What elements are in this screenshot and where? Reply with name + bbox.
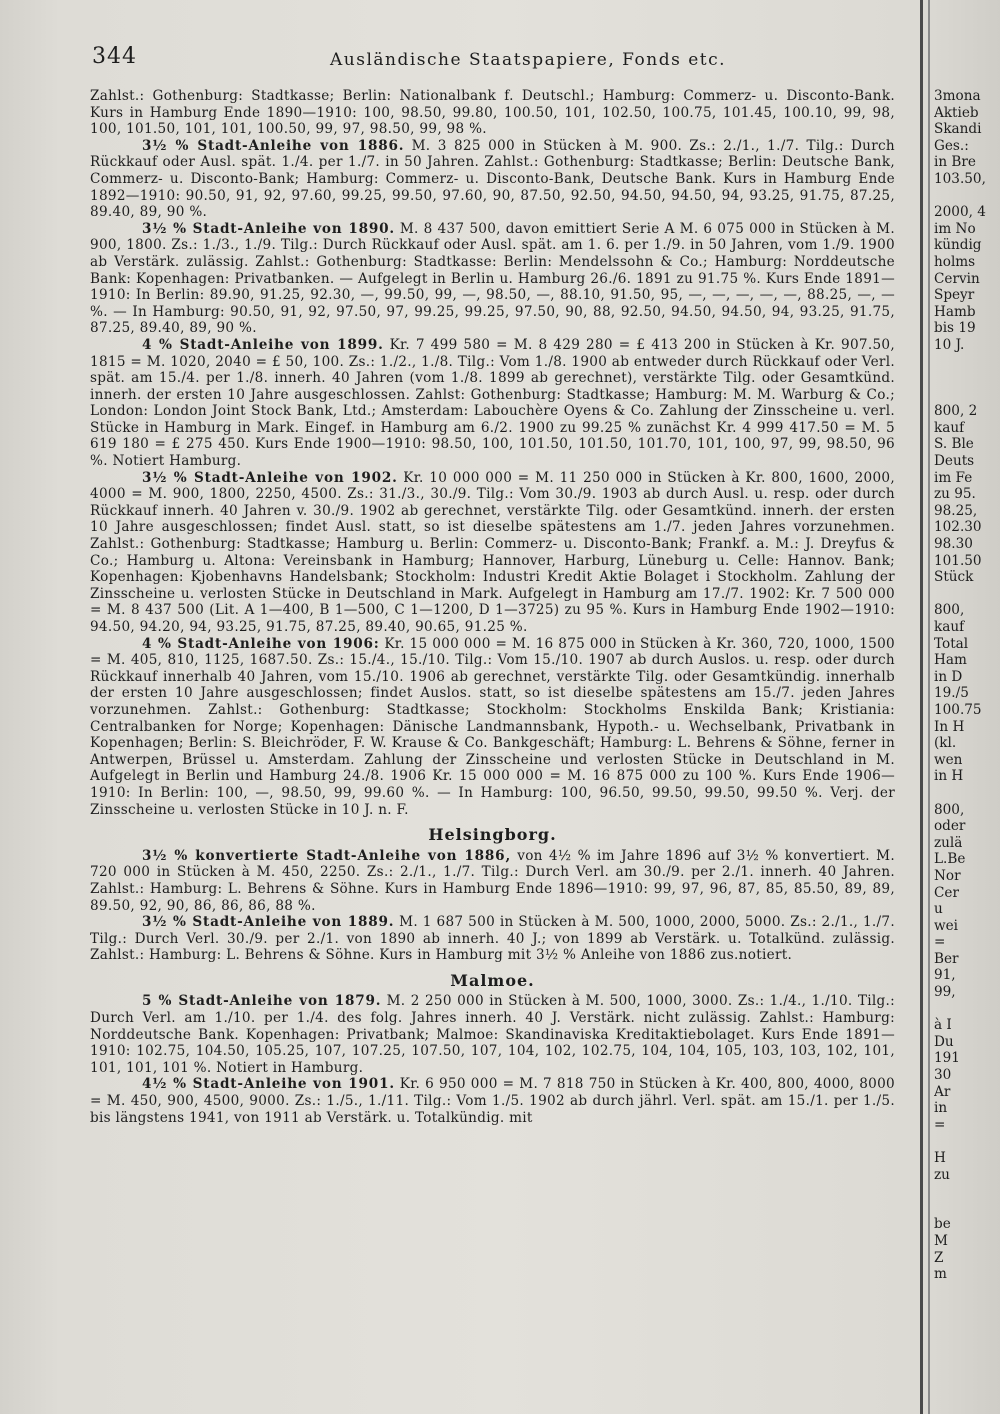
fragment-line (934, 1200, 1000, 1217)
fragment-line: 98.30 (934, 536, 973, 553)
fragment-line: oder (934, 818, 966, 835)
loan-heading: 3½ % Stadt-Anleihe von 1889. (142, 914, 395, 931)
entry-text: Kr. 6 950 000 = M. 7 818 750 in Stücken à Kr. 400, 800, 4000, 8000 = M. 450, 900, 4500, 9000. Zs.: 1./5., 1./11. Tilg.: Vom 1./5. 1902 ab durch jährl. Verl. spät. am 15./1. per 1./5. bis längstens 1941, von 1911 ab Verstärk. u. Totalkündig. mit (90, 1076, 895, 1126)
loan-entry (90, 914, 895, 964)
page-number: 344 (92, 44, 137, 69)
fragment-line: zulä (934, 834, 963, 851)
fragment-line: Deuts (934, 453, 975, 470)
loan-heading: 4½ % Stadt-Anleihe von 1901. (142, 1076, 395, 1093)
binding-fold (920, 0, 923, 1414)
fragment-line: in (934, 1100, 948, 1117)
fragment-line: holms (934, 253, 976, 270)
fragment-line (934, 1001, 1000, 1018)
fragment-line: 98.25, (934, 502, 978, 519)
fragment-line: m (934, 1266, 947, 1283)
fragment-line: bis 19 (934, 320, 976, 337)
entry-text: M. 3 825 000 in Stücken à M. 900. Zs.: 2./1., 1./7. Tilg.: Durch Rückkauf oder Ausl. spät. 1./4. per 1./7. in 50 Jahren. Zahlst.: Gothenburg: Stadtkasse; Berlin: Deutsche Bank, Commerz- u. Disconto-Bank; Hamburg: Commerz- u. Disconto-Bank, Deutsche Bank. Kurs in Hamburg Ende 1892—1910: 90.50, 91, 92, 97.60, 99.25, 99.50, 97.60, 90, 87.50, 92.50, 94.50, 94.50, 94, 93.25, 91.75, 87.25, 89.40, 89, 90 %. (90, 137, 895, 221)
fragment-line: 30 (934, 1067, 952, 1084)
loan-entry (90, 138, 895, 221)
fragment-line: 103.50, (934, 170, 986, 187)
fragment-line: in H (934, 768, 964, 785)
loan-entry (90, 470, 895, 636)
fragment-line: 191 (934, 1050, 960, 1067)
fragment-line: Skandi (934, 121, 982, 138)
fragment-line (934, 188, 1000, 205)
loan-entry (90, 993, 895, 1076)
fragment-line: wei (934, 917, 959, 934)
fragment-line: M (934, 1232, 948, 1249)
loan-entry (90, 221, 895, 337)
fragment-line: Hamb (934, 303, 976, 320)
loan-entry (90, 1076, 895, 1126)
entry-text: von 4½ % im Jahre 1896 auf 3½ % konvertiert. M. 720 000 in Stücken à M. 450, 2250. Zs.: 2./1., 1./7. Tilg.: Durch Verl. am 30./9. per 2./1. innerh. 40 Jahren. Zahlst.: Hamburg: L. Behrens & Söhne. Kurs in Hamburg Ende 1896—1910: 99, 97, 96, 87, 85, 85.50, 89, 89, 89.50, 92, 90, 86, 86, 86, 88 %. (90, 847, 895, 914)
paragraph (90, 88, 895, 138)
fragment-line: kauf (934, 419, 965, 436)
fragment-line: H (934, 1150, 946, 1166)
fragment-line: 3mona (934, 88, 981, 104)
binding-fold-shadow (928, 0, 930, 1414)
fragment-line: 101.50 (934, 552, 982, 569)
fragment-line: 2000, 4 (934, 204, 986, 221)
fragment-line: u (934, 901, 943, 918)
fragment-line: In H (934, 718, 965, 735)
fragment-line: Stück (934, 569, 974, 586)
fragment-line: = (934, 1116, 946, 1133)
entry-text: Zahlst.: Gothenburg: Stadtkasse; Berlin: Nationalbank f. Deutschl.; Hamburg: Commerz- u. Disconto-Bank. Kurs in Hamburg Ende 1890—1910: 100, 98.50, 99.80, 100.50, 101, 102.50, 100.75, 101.45, 100.10, 99, 98, 100, 101.50, 101, 101, 100.50, 99, 97, 98.50, 99, 98 %. (90, 88, 895, 138)
loan-heading: 4 % Stadt-Anleihe von 1899. (142, 336, 384, 353)
fragment-line: 19./5 (934, 685, 969, 702)
fragment-line: im No (934, 220, 976, 237)
entry-text: M. 2 250 000 in Stücken à M. 500, 1000, 3000. Zs.: 1./4., 1./10. Tilg.: Durch Verl. am 1./10. per 1./4. des folg. Jahres innerh. 40 J. Verstärk. nicht zulässig. Zahlst.: Hamburg: Norddeutsche Bank. Kopenhagen: Privatbank; Malmoe: Skandinaviska Kreditaktiebolaget. Kurs Ende 1891—1910: 102.75, 104.50, 105.25, 107, 107.25, 107.50, 107, 104, 102, 102.75, 104, 104, 105, 103, 103, 102, 101, 101, 101, 101 %. Notiert in Hamburg. (90, 993, 896, 1076)
entry-text: M. 1 687 500 in Stücken à M. 500, 1000, 2000, 5000. Zs.: 2./1., 1./7. Tilg.: Durch Verl. 30./9. per 2./1. von 1890 ab innerh. 40 J.; von 1899 ab Verstärk. u. Totalkünd. zulässig. Zahlst.: Hamburg: L. Behrens & Söhne. Kurs in Hamburg mit 3½ % Anleihe von 1886 zus.notiert. (90, 914, 895, 964)
fragment-line: = (934, 934, 946, 951)
loan-heading: 3½ % Stadt-Anleihe von 1886. (142, 137, 405, 154)
fragment-line: 102.30 (934, 519, 982, 536)
entry-text: Kr. 7 499 580 = M. 8 429 280 = £ 413 200 in Stücken à Kr. 907.50, 1815 = M. 1020, 2040 = £ 50, 100. Zs.: 1./2., 1./8. Tilg.: Vom 1./8. 1900 ab entweder durch Rückkauf oder Verl. spät. am 15./4. per 1./8. innerh. 40 Jahren (vom 1./8. 1899 ab gerechnet), verstärkte Tilg. oder Gesamtkünd. innerh. der ersten 10 Jahre ausgeschlossen. Zahlst: Gothenburg: Stadtkasse; Hamburg: M. M. Warburg & Co.; London: London Joint Stock Bank, Ltd.; Amsterdam: Labouchère Oyens & Co. Zahlung der Zinsscheine u. verl. Stücke in Hamburg in Mark. Eingef. in Hamburg am 6./2. 1900 zu 99.25 % zunächst Kr. 4 999 417.50 = M. 5 619 180 = £ 275 450. Kurs Ende 1900—1910: 98.50, 100, 101.50, 101.50, 101.70, 101, 100, 97, 99, 98.50, 96 %. Notiert Hamburg. (90, 336, 896, 470)
loan-heading: 4 % Stadt-Anleihe von 1906: (142, 635, 380, 652)
fragment-line: zu (934, 1166, 950, 1183)
fragment-line: Cervin (934, 270, 980, 287)
fragment-line: Speyr (934, 287, 975, 304)
fragment-line: L.Be (934, 851, 966, 868)
fragment-line: 91, (934, 967, 956, 984)
entry-text: M. 8 437 500, davon emittiert Serie A M. 6 075 000 in Stücken à M. 900, 1800. Zs.: 1./3., 1./9. Tilg.: Durch Rückkauf oder Ausl. spät. am 1. 6. per 1./9. in 50 Jahren, vom 1./9. 1900 ab Verstärk. zulässig. Zahlst.: Gothenburg: Stadtkasse: Berlin: Mendelssohn & Co.; Hamburg: Norddeutsche Bank: Kopenhagen: Privatbanken. — Aufgelegt in Berlin u. Hamburg 26./6. 1891 zu 91.75 %. Kurs Ende 1891—1910: In Berlin: 89.90, 91.25, 92.30, —, 99.50, 99, —, 98.50, —, 88.10, 91.50, 95, —, —, —, —, —, 88.25, —, — %. — In Hamburg: 90.50, 91, 92, 97.50, 97, 99.25, 99.25, 97.50, 90, 88, 92.50, 94.50, 94.50, 94, 93.25, 91.75, 87.25, 89.40, 89, 90 %. (90, 220, 895, 337)
main-text-column (90, 88, 895, 1126)
fragment-line: wen (934, 751, 963, 768)
loan-heading: 5 % Stadt-Anleihe von 1879. (142, 993, 382, 1010)
fragment-line: 800, (934, 602, 965, 619)
loan-heading: 3½ % Stadt-Anleihe von 1902. (142, 469, 398, 486)
fragment-line (934, 1133, 1000, 1150)
fragment-line: 10 J. (934, 336, 965, 353)
fragment-line: kauf (934, 619, 965, 635)
fragment-line: 800, (934, 801, 965, 818)
loan-heading: 3½ % konvertierte Stadt-Anleihe von 1886, (142, 847, 511, 864)
city-heading: Malmoe. (450, 970, 535, 990)
fragment-line: Aktieb (934, 104, 979, 121)
entry-text: Kr. 15 000 000 = M. 16 875 000 in Stücken à Kr. 360, 720, 1000, 1500 = M. 405, 810, 1125, 1687.50. Zs.: 15./4., 15./10. Tilg.: Vom 15./10. 1907 ab durch Auslos. u. resp. oder durch Rückkauf innerhalb 40 Jahren, vom 15./10. 1906 ab gerechnet, verstärkte Tilg. oder Gesamtkündig. innerhalb der ersten 10 Jahre ausgeschlossen; findet Auslos. statt, so ist dieselbe spätestens am 15./7. jeden Jahres vorzunehmen. Zahlst.: Gothenburg: Stadtkasse; Stockholm: Stockholms Enskilda Bank; Kristiania: Centralbanken for Norge; Kopenhagen: Dänische Landmannsbank, Hypoth.- u. Wechselbank, Privatbank in Kopenhagen; Berlin: S. Bleichröder, F. W. Krause & Co. Bankgeschäft; Hamburg: L. Behrens & Söhne, ferner in Antwerpen, Brüssel u. Amsterdam. Zahlung der Zinsscheine und verlosten Stücke in Deutschland in M. Aufgelegt in Berlin und Hamburg 24./8. 1906 Kr. 15 000 000 = M. 16 875 000 zu 100 %. Kurs Ende 1906—1910: In Berlin: 100, —, 98.50, 99, 99.60 %. — In Hamburg: 100, 96.50, 99.50, 99.50, 99.50 %. Verj. der Zinsscheine u. verlosten Stücke in 10 J. n. F. (90, 635, 895, 818)
fragment-line: be (934, 1216, 951, 1233)
fragment-line: Ham (934, 652, 967, 669)
fragment-line: 800, 2 (934, 403, 978, 420)
fragment-line: 100.75 (934, 701, 982, 718)
fragment-line: kündig (934, 237, 982, 254)
fragment-line: in Bre (934, 154, 976, 171)
fragment-line: S. Ble (934, 436, 974, 453)
fragment-line (934, 586, 1000, 603)
fragment-line (934, 370, 1000, 387)
fragment-line: Z (934, 1249, 944, 1266)
fragment-line (934, 387, 1000, 404)
fragment-line: Total (934, 635, 969, 652)
city-heading: Helsingborg. (428, 825, 557, 845)
fragment-line: zu 95. (934, 486, 976, 503)
fragment-line (934, 1183, 1000, 1200)
fragment-line: à I (934, 1017, 952, 1034)
fragment-line: Ges.: (934, 137, 969, 154)
fragment-line: Ber (934, 950, 959, 967)
loan-entry (90, 337, 895, 470)
loan-heading: 3½ % Stadt-Anleihe von 1890. (142, 220, 395, 237)
loan-entry (90, 848, 895, 914)
fragment-line: im Fe (934, 469, 973, 486)
loan-entry (90, 636, 895, 819)
fragment-line: in D (934, 668, 963, 685)
fragment-line: 99, (934, 984, 956, 1001)
fragment-line: Du (934, 1033, 954, 1050)
adjacent-page-fragments (934, 88, 1000, 1283)
fragment-line: Nor (934, 867, 961, 884)
fragment-line (934, 785, 1000, 802)
fragment-line: Cer (934, 884, 959, 901)
fragment-line: Ar (934, 1083, 951, 1100)
fragment-line (934, 354, 1000, 371)
fragment-line: (kl. (934, 735, 957, 752)
running-title: Ausländische Staatspapiere, Fonds etc. (330, 50, 727, 70)
entry-text: Kr. 10 000 000 = M. 11 250 000 in Stücken à Kr. 800, 1600, 2000, 4000 = M. 900, 1800, 2250, 4500. Zs.: 31./3., 30./9. Tilg.: Vom 30./9. 1903 ab durch Ausl. u. resp. oder durch Rückkauf innerh. 40 Jahren v. 30./9. 1902 ab gerechnet, verstärkte Tilg. oder Gesamtkünd. innerh. der ersten 10 Jahre ausgeschlossen; findet Ausl. statt, so ist dieselbe spätestens am 1./7. jeden Jahres vorzunehmen. Zahlst.: Gothenburg: Stadtkasse; Hamburg u. Berlin: Commerz- u. Disconto-Bank; Frankf. a. M.: J. Dreyfus & Co.; Hamburg u. Altona: Vereinsbank in Hamburg; Hannover, Harburg, Lüneburg u. Celle: Hannov. Bank; Kopenhagen: Kjobenhavns Handelsbank; Stockholm: Industri Kredit Aktie Bolaget i Stockholm. Zahlung der Zinsscheine u. verlosten Stücke in Deutschland in Mark. Aufgelegt in Hamburg am 17./7. 1902: Kr. 7 500 000 = M. 8 437 500 (Lit. A 1—400, B 1—500, C 1—1200, D 1—3725) zu 95 %. Kurs in Hamburg Ende 1902—1910: 94.50, 94.20, 94, 93.25, 91.75, 87.25, 89.40, 90.65, 91.25 %. (90, 469, 895, 635)
